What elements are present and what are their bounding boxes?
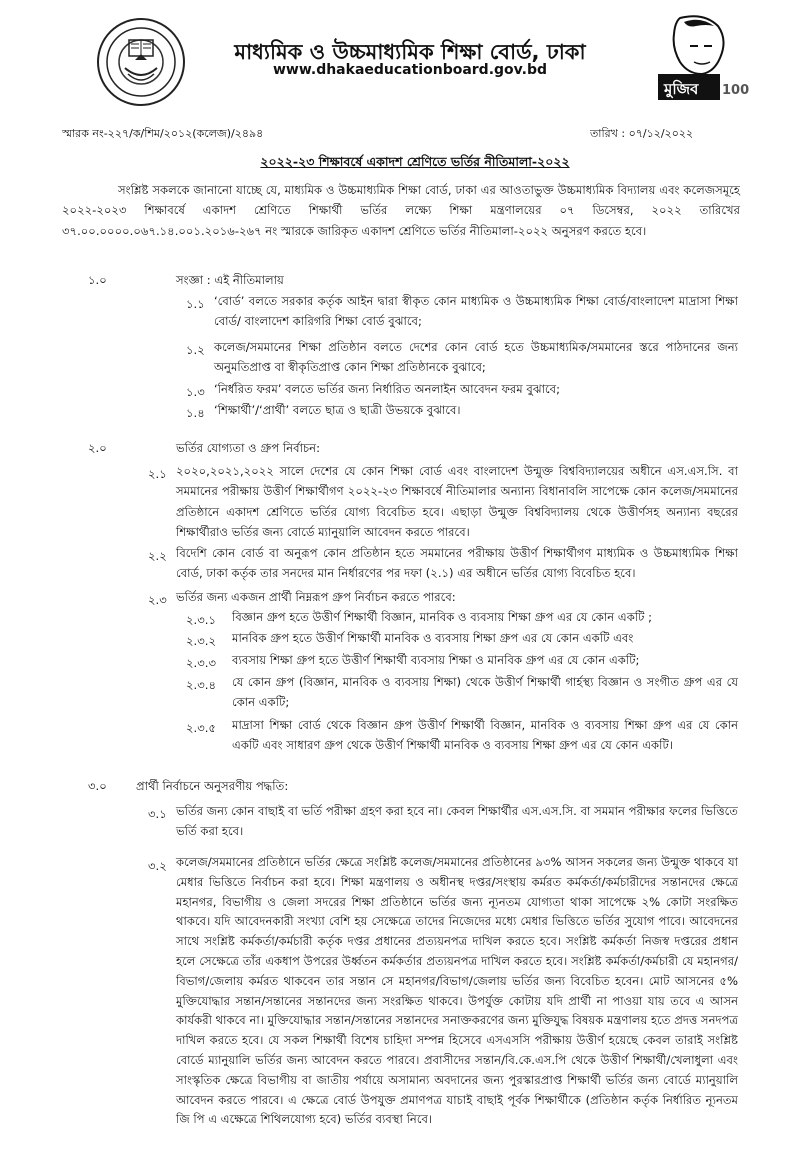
item-1-1-text: ‘বোর্ড’ বলতে সরকার কর্তৃক আইন দ্বারা স্বীকৃত কোন মাধ্যমিক ও উচ্চমাধ্যমিক শিক্ষা বোর্ড/বাংলাদেশ মাদ্রাসা শিক্ষা বোর্ড/ বাংলাদেশ কারিগরি শিক্ষা বোর্ড বুঝাবে; xyxy=(214,294,738,329)
item-2-3-text: ভর্তির জন্য একজন প্রার্থী নিম্নরূপ গ্রুপ নির্বাচন করতে পারবে: xyxy=(176,590,456,604)
item-2-3-2-text: মানবিক গ্রুপ হতে উত্তীর্ণ শিক্ষার্থী মানবিক ও ব্যবসায় শিক্ষা গ্রুপ এর যে কোন একটি এবং xyxy=(232,631,634,645)
item-2-2-num: ২.২ xyxy=(148,549,167,563)
item-1-2-text: কলেজ/সমমানের শিক্ষা প্রতিষ্ঠান বলতে দেশের কোন বোর্ড হতে উচ্চমাধ্যমিক/সমমানের স্তরে পাঠদানের জন্য অনুমতিপ্রাপ্ত বা স্বীকৃতিপ্রাপ্ত কোন শিক্ষা প্রতিষ্ঠানকে বুঝাবে; xyxy=(214,340,738,375)
item-2-1-text: ২০২০,২০২১,২০২২ সালে দেশের যে কোন শিক্ষা বোর্ড এবং বাংলাদেশ উন্মুক্ত বিশ্ববিদ্যালয়ের অধীনে এস.এস.সি. বা সমমানের পরীক্ষায় উত্তীর্ণ শিক্ষার্থীগণ ২০২২-২৩ শিক্ষাবর্ষে নীতিমালার অন্যান্য বিধানাবলি সাপেক্ষে কোন কলেজ/সমমানের প্রতিষ্ঠানে একাদশ শ্রেণিতে ভর্তির যোগ্য বিবেচিত হবে। এছাড়া উন্মুক্ত বিশ্ববিদ্যালয় থেকে উত্তীর্ণসহ অন্যান্য বছরের শিক্ষার্থীরাও ভর্তির জন্য বোর্ডে ম্যানুয়ালি আবেদন করতে পারবে। xyxy=(176,464,738,540)
mujib-borsho-logo xyxy=(640,12,752,112)
item-2-3-4-text: যে কোন গ্রুপ (বিজ্ঞান, মানবিক ও ব্যবসায় শিক্ষা) থেকে উত্তীর্ণ শিক্ষার্থী গার্হস্থ্য বিজ্ঞান ও সংগীত গ্রুপ এর যে কোন একটি; xyxy=(232,675,738,710)
item-1-3-num: ১.৩ xyxy=(186,385,205,399)
item-3-1-num: ৩.১ xyxy=(148,807,167,821)
memo-ref: স্মারক নং-২২৭/ক/শিম/২০১২(কলেজ)/২৪৯৪ xyxy=(62,127,264,140)
item-3-2-text: কলেজ/সমমানের প্রতিষ্ঠানে ভর্তির ক্ষেত্রে সংশ্লিষ্ট কলেজ/সমমানের প্রতিষ্ঠানের ৯৩% আসন সকলের জন্য উন্মুক্ত থাকবে যা মেধার ভিত্তিতে নির্বাচন করা হবে। শিক্ষা মন্ত্রণালয় ও অধীনস্থ দপ্তর/সংস্থায় কর্মরত কর্মকর্তা/কর্মচারীদের সন্তানদের ক্ষেত্রে মহানগর, বিভাগীয় ও জেলা সদরের শিক্ষা প্রতিষ্ঠানে ভর্তির জন্য ন্যূনতম যোগ্যতা থাকা সাপেক্ষে ২% কোটা সংরক্ষিত থাকবে। যদি আবেদনকারী সংখ্যা বেশি হয় সেক্ষেত্রে তাদের নিজেদের মধ্যে মেধার ভিত্তিতে ভর্তির সুযোগ পাবে। আবেদনের সাথে সংশ্লিষ্ট কর্মকর্তা/কর্মচারী কর্তৃক দপ্তর প্রধানের প্রত্যয়নপত্র দাখিল করতে হবে। সংশ্লিষ্ট কর্মকর্তা নিজস্ব দপ্তরের প্রধান হলে সেক্ষেত্রে তাঁর একধাপ উপরের উর্ধ্বতন কর্মকর্তার প্রত্যয়নপত্র দাখিল করতে হবে। সংশ্লিষ্ট কর্মকর্তা/কর্মচারী যে মহানগর/বিভাগ/জেলায় কর্মরত থাকবেন তার সন্তান সে মহানগর/বিভাগ/জেলায় ভর্তির জন্য বিবেচিত হবেন। মোট আসনের ৫% মুক্তিযোদ্ধার সন্তান/সন্তানের সন্তানদের জন্য সংরক্ষিত থাকবে। উপর্যুক্ত কোটায় যদি প্রার্থী না পাওয়া যায় তবে এ আসন কার্যকরী থাকবে না। মুক্তিযোদ্ধার সন্তান/সন্তানের সন্তানদের সনাক্তকরণের জন্য মুক্তিযুদ্ধ বিষয়ক মন্ত্রণালয় হতে প্রদত্ত সনদপত্র দাখিল করতে হবে। যে সকল শিক্ষার্থী বিশেষ চাহিদা সম্পন্ন হিসেবে এসএসসি পরীক্ষায় উত্তীর্ণ হয়েছে কেবল তারাই সংশ্লিষ্ট বোর্ডে ম্যানুয়ালি ভর্তির জন্য আবেদন করতে পারবে। প্রবাসীদের সন্তান/বি.কে.এস.পি থেকে উত্তীর্ণ শিক্ষার্থী/খেলাধুলা এবং সাংস্কৃতিক ক্ষেত্রে বিভাগীয় বা জাতীয় পর্যায়ে অসামান্য অবদানের জন্য পুরস্কারপ্রাপ্ত শিক্ষার্থী ভর্তির জন্য বোর্ডে ম্যানুয়ালি আবেদন করতে পারবে। এ ক্ষেত্রে বোর্ড উপযুক্ত প্রমাণপত্র যাচাই বাছাই পূর্বক শিক্ষার্থীকে (প্রতিষ্ঠান কর্তৃক নির্ধারিত ন্যূনতম জি পি এ এক্ষেত্রে শিথিলযোগ্য হবে) ভর্তির ব্যবস্থা নিবে। xyxy=(176,855,738,1127)
item-1-4-num: ১.৪ xyxy=(186,406,205,420)
item-2-3-4-num: ২.৩.৪ xyxy=(186,678,216,692)
section-2-num: ২.০ xyxy=(88,441,107,455)
section-3-num: ৩.০ xyxy=(88,779,107,793)
policy-heading: ২০২২-২৩ শিক্ষাবর্ষে একাদশ শ্রেণিতে ভর্তির নীতিমালা-২০২২ xyxy=(260,154,570,169)
board-website: www.dhakaeducationboard.gov.bd xyxy=(272,62,548,78)
svg-text:মুজিব: মুজিব xyxy=(664,80,699,98)
item-2-3-1-text: বিজ্ঞান গ্রুপ হতে উত্তীর্ণ শিক্ষার্থী বিজ্ঞান, মানবিক ও ব্যবসায় শিক্ষা গ্রুপ এর যে কোন একটি ; xyxy=(232,610,653,624)
item-2-3-num: ২.৩ xyxy=(148,593,167,607)
item-1-2-num: ১.২ xyxy=(186,343,205,357)
item-1-3-text: ‘নির্ধরিত ফরম’ বলতে ভর্তির জন্য নির্ধারিত অনলাইন আবেদন ফরম বুঝাবে; xyxy=(214,382,561,396)
item-1-4-text: ‘শিক্ষার্থী’/‘প্রার্থী’ বলতে ছাত্র ও ছাত্রী উভয়কে বুঝাবে। xyxy=(214,403,461,417)
board-seal-logo xyxy=(95,16,187,108)
item-2-2-text: বিদেশি কোন বোর্ড বা অনুরূপ কোন প্রতিষ্ঠান হতে সমমানের পরীক্ষায় উত্তীর্ণ শিক্ষার্থীগণ মাধ্যমিক ও উচ্চমাধ্যমিক শিক্ষা বোর্ড, ঢাকা কর্তৃক তার সনদের মান নির্ধারণের পর দফা (২.১) এর অধীনে ভর্তির যোগ্য বিবেচিত হবে। xyxy=(176,546,738,581)
section-1-num: ১.০ xyxy=(88,273,107,287)
item-2-1-num: ২.১ xyxy=(148,467,167,481)
item-3-1-text: ভর্তির জন্য কোন বাছাই বা ভর্তি পরীক্ষা গ্রহণ করা হবে না। কেবল শিক্ষার্থীর এস.এস.সি. বা সমমান পরীক্ষার ফলের ভিত্তিতে ভর্তি করা হবে। xyxy=(176,804,738,839)
board-title: মাধ্যমিক ও উচ্চমাধ্যমিক শিক্ষা বোর্ড, ঢাকা xyxy=(234,40,586,64)
memo-date: তারিখ : ০৭/১২/২০২২ xyxy=(590,127,694,140)
item-3-2-num: ৩.২ xyxy=(148,859,167,873)
item-2-3-3-num: ২.৩.৩ xyxy=(186,656,216,670)
item-2-3-5-text: মাদ্রাসা শিক্ষা বোর্ড থেকে বিজ্ঞান গ্রুপ উত্তীর্ণ শিক্ষার্থী বিজ্ঞান, মানবিক ও ব্যবসায় শিক্ষা গ্রুপ এর যে কোন একটি এবং সাধারণ গ্রুপ থেকে উত্তীর্ণ শিক্ষার্থী মানবিক ও ব্যবসায় শিক্ষা গ্রুপ এর যে কোন একটি। xyxy=(232,718,738,753)
intro-paragraph: সংশ্লিষ্ট সকলকে জানানো যাচ্ছে যে, মাধ্যমিক ও উচ্চমাধ্যমিক শিক্ষা বোর্ড, ঢাকা এর আওতাভুক্ত উচ্চমাধ্যমিক বিদ্যালয় এবং কলেজসমূহে ২০২২-২০২৩ শিক্ষাবর্ষে একাদশ শ্রেণিতে শিক্ষার্থী ভর্তির লক্ষ্যে শিক্ষা মন্ত্রণালয়ের ০৭ ডিসেম্বর, ২০২২ তারিখের ৩৭.০০.০০০০.০৬৭.১৪.০০১.২০১৬-২৬৭ নং স্মারকে জারিকৃত একাদশ শ্রেণিতে ভর্তির নীতিমালা-২০২২ অনুসরণ করতে হবে। xyxy=(62,183,740,238)
svg-text:100: 100 xyxy=(722,83,750,98)
item-2-3-3-text: ব্যবসায় শিক্ষা গ্রুপ হতে উত্তীর্ণ শিক্ষার্থী ব্যবসায় শিক্ষা ও মানবিক গ্রুপ এর যে কোন একটি; xyxy=(232,653,640,667)
item-2-3-1-num: ২.৩.১ xyxy=(186,613,216,627)
item-2-3-2-num: ২.৩.২ xyxy=(186,634,216,648)
item-2-3-5-num: ২.৩.৫ xyxy=(186,721,216,735)
section-2-title: ভর্তির যোগ্যতা ও গ্রুপ নির্বাচন: xyxy=(176,441,321,455)
section-1-title: সংজ্ঞা : এই নীতিমালায় xyxy=(176,273,284,287)
item-1-1-num: ১.১ xyxy=(186,297,205,311)
section-3-title: প্রার্থী নির্বাচনে অনুসরণীয় পদ্ধতি: xyxy=(136,779,289,793)
